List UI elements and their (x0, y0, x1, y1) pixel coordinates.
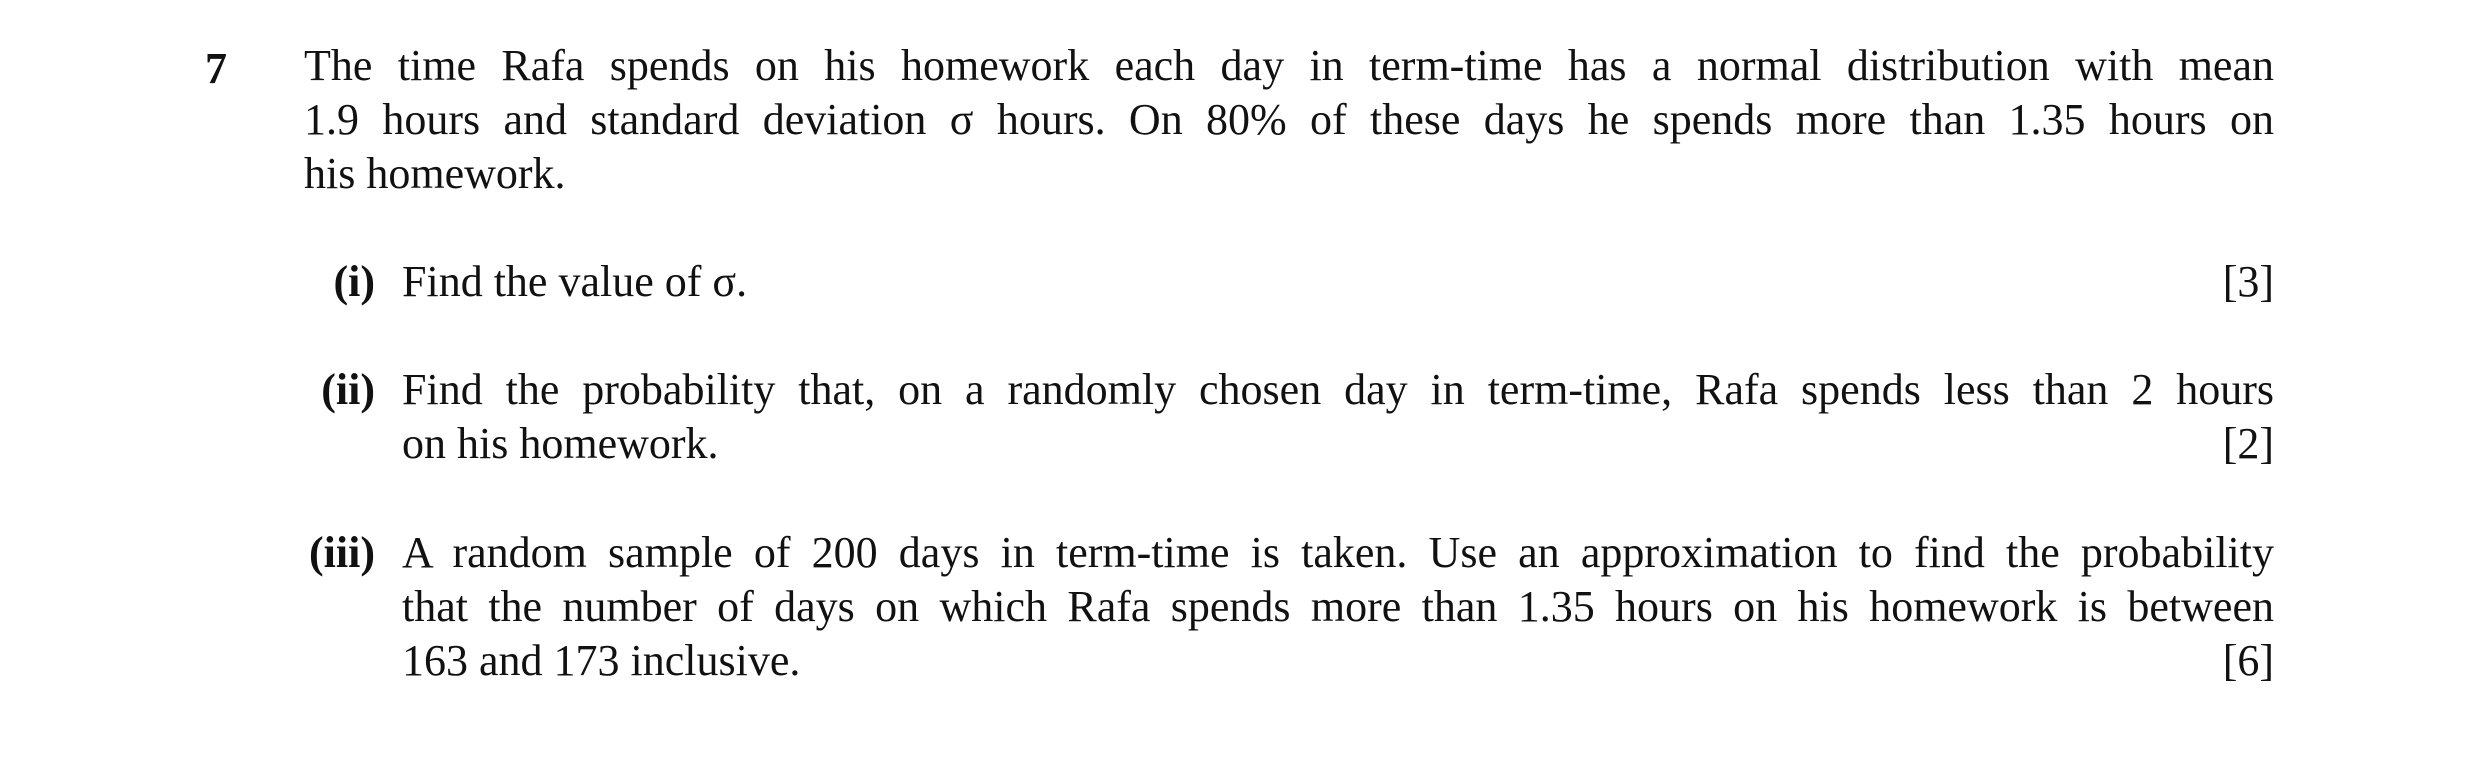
marks: [2] (2222, 419, 2274, 468)
part-body (402, 526, 2274, 688)
part-body (402, 255, 2274, 309)
part-text: that the number of days on which Rafa spends more than 1.35 hours on his homework is between (402, 582, 2274, 631)
marks: [3] (2222, 257, 2274, 306)
stem-line: his homework. (304, 149, 566, 198)
part-label: (iii) (309, 528, 375, 577)
stem-line: 1.9 hours and standard deviation σ hours. On 80% of these days he spends more than 1.35 hours on (304, 95, 2274, 144)
part-label: (ii) (321, 365, 375, 414)
part-ii (250, 363, 2274, 471)
part-line-with-marks (402, 634, 2274, 688)
part-i (250, 255, 2274, 309)
question-stem (304, 39, 2274, 201)
part-body (402, 363, 2274, 471)
stem-line: The time Rafa spends on his homework each day in term-time has a normal distribution with mean (304, 41, 2274, 90)
marks: [6] (2222, 636, 2274, 685)
part-line-with-marks (402, 255, 2274, 309)
question-number: 7 (205, 44, 227, 93)
part-text: Find the value of σ. (402, 257, 748, 306)
part-iii (250, 526, 2274, 688)
part-text: on his homework. (402, 419, 719, 468)
part-line-with-marks (402, 417, 2274, 471)
part-text: 163 and 173 inclusive. (402, 636, 801, 685)
part-text: Find the probability that, on a randomly chosen day in term-time, Rafa spends less than 2 hours (402, 365, 2274, 414)
part-label: (i) (333, 257, 375, 306)
part-text: A random sample of 200 days in term-time is taken. Use an approximation to find the probability (402, 528, 2274, 577)
